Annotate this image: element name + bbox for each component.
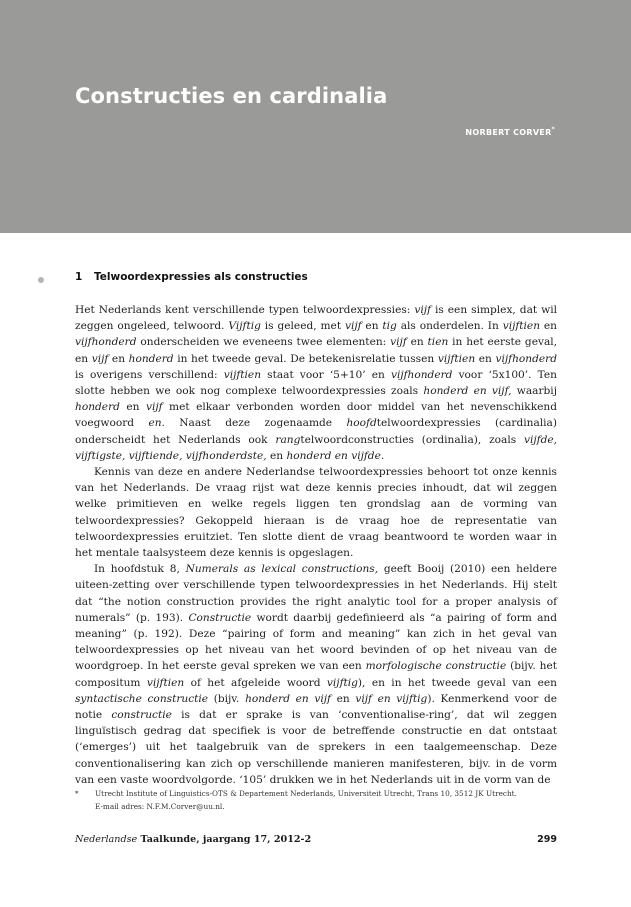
paragraph-1: Het Nederlands kent verschillende typen telwoordexpressies: vijf is een simplex, dat wil zeggen ongeleed, telwoord. Vijftig is geleed, met vijf en tig als onderdelen. In vijftien en vijfhonderd onderscheiden we eveneens twee elementen: vijf en tien in het eerste geval, en vijf en honderd in het tweede geval. De betekenisrelatie tussen vijftien en vijfhonderd is overigens verschillend: vijftien staat voor ‘5+10’ en vijfhonderd voor ‘5x100’. Ten slotte hebben we ook nog complexe telwoordexpressies zoals honderd en vijf, waarbij honderd en vijf met elkaar verbonden worden door middel van het nevenschikkend voegwoord en. Naast deze zogenaamde hoofdtelwoordexpressies (cardinalia) onderscheidt het Nederlands ook rangtelwoordconstructies (ordinalia), zoals vijfde, vijftigste, vijftiende, vijfhonderdste, en honderd en vijfde. xyxy=(75,304,558,462)
author-footnote-mark: * xyxy=(551,126,555,133)
footnote-mark: * xyxy=(75,789,79,798)
margin-dot-icon xyxy=(38,277,44,283)
footnote-email: E-mail adres: N.F.M.Corver@uu.nl. xyxy=(95,801,225,811)
body-text xyxy=(75,302,557,788)
paragraph-2: Kennis van deze en andere Nederlandse telwoordexpressies behoort tot onze kennis van het Nederlands. De vraag rijst wat deze kennis precies inhoudt, dat wil zeggen welke primitieven en welke regels liggen ten grondslag aan de vorming van telwoordexpressies? Gekoppeld hieraan is de vraag hoe de representatie van telwoordexpressies eruitziet. Ten slotte dient de vraag beantwoord te worden waar in het mentale taalsysteem deze kennis is opgeslagen. xyxy=(75,466,557,560)
section-number: 1 xyxy=(75,271,83,283)
page-number: 299 xyxy=(537,834,557,845)
footnote-affiliation: Utrecht Institute of Linguistics-OTS & Departement Nederlands, Universiteit Utrecht, Trans 10, 3512 JK Utrecht. xyxy=(95,789,517,798)
author-label: NORBERT CORVER xyxy=(465,128,552,137)
journal-info: Taalkunde, jaargang 17, 2012-2 xyxy=(137,834,312,845)
author-name xyxy=(465,126,555,137)
page-footer xyxy=(75,834,557,845)
footnote xyxy=(75,788,557,813)
paragraph-3: In hoofdstuk 8, Numerals as lexical constructions, geeft Booij (2010) een heldere uiteen-zetting over verschillende typen telwoordexpressies in het Nederlands. Hij stelt dat “the notion construction provides the right analytic tool for a proper analysis of numerals” (p. 193). Constructie wordt daarbij gedefinieerd als “a pairing of form and meaning” (p. 192). Deze “pairing of form and meaning” kan zich in het geval van telwoordexpressies op het niveau van het woord bevinden of op het niveau van de woordgroep. In het eerste geval spreken we van een morfologische constructie (bijv. het compositum vijftien of het afgeleide woord vijftig), en in het tweede geval van een syntactische constructie (bijv. honderd en vijf en vijf en vijftig). Kenmerkend voor de notie constructie is dat er sprake is van ‘conventionalise-ring’, dat wil zeggen linguïstisch gedrag dat specifiek is voor de betreffende constructie en dat ontstaat (‘emerges’) uit het taalgebruik van de sprekers in een taalgemeenschap. Deze conventionalisering kan zich op verschillende manieren manifesteren, bijv. in de vorm van een vaste woordvolgorde. ‘105’ drukken we in het Nederlands uit in de vorm van de xyxy=(75,563,558,786)
title-banner xyxy=(0,0,631,233)
article-title: Constructies en cardinalia xyxy=(75,84,388,108)
journal-name-italic: Nederlandse xyxy=(75,834,138,845)
section-heading xyxy=(75,271,308,283)
section-title: Telwoordexpressies als constructies xyxy=(94,271,308,283)
